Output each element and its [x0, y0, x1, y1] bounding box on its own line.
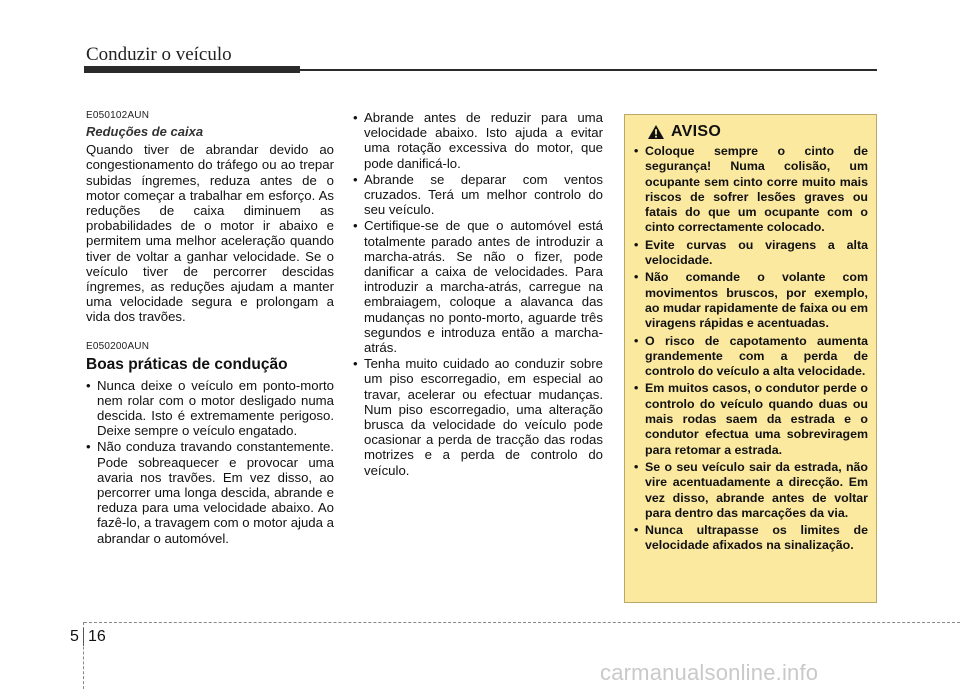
header-rule-thin	[300, 69, 877, 71]
section-code: E050200AUN	[86, 340, 150, 352]
chapter-number: 5	[70, 628, 79, 645]
warning-triangle-icon	[647, 124, 665, 140]
list-item: • Abrande se deparar com ventos cruzados. Terá um melhor controlo do seu veículo.	[353, 172, 603, 218]
page-number: 16	[88, 628, 106, 645]
list-item: • Se o seu veículo sair da estrada, não vire acentuadamente a direcção. Em vez disso, abrande antes de voltar para dentro das marcações da via.	[634, 460, 868, 521]
bullet-list	[86, 378, 334, 546]
list-item: • Não conduza travando constantemente. Pode sobreaquecer e provocar uma avaria nos travões. Em vez disso, ao percorrer uma longa descida, abrande e reduza para uma velocidade abaixo. Ao fazê-lo, a travagem com o motor ajuda a abrandar o automóvel.	[86, 439, 334, 545]
list-item: • Em muitos casos, o condutor perde o controlo do veículo quando duas ou mais rodas saem da estrada e o condutor efectua uma sobreviragem para retomar a estrada.	[634, 381, 868, 457]
left-column	[86, 110, 334, 547]
list-item: • Coloque sempre o cinto de segurança! Numa colisão, um ocupante sem cinto corre muito mais riscos de sofrer lesões graves ou fatais do que um ocupante com o cinto correctamente colocado.	[634, 144, 868, 236]
bullet-list	[353, 110, 603, 478]
warning-header	[647, 123, 868, 141]
list-item: • O risco de capotamento aumenta grandemente com a perda de controlo do veículo a alta velocidade.	[634, 334, 868, 380]
page-number-separator	[83, 628, 84, 646]
list-item: • Abrande antes de reduzir para uma velocidade abaixo. Isto ajuda a evitar uma rotação excessiva do motor, que pode danificá-lo.	[353, 110, 603, 171]
list-item: • Nunca ultrapasse os limites de velocidade afixados na sinalização.	[634, 523, 868, 554]
middle-column	[353, 110, 603, 479]
list-item: • Não comande o volante com movimentos bruscos, por exemplo, ao mudar rapidamente de faixa ou em viragens rápidas e acentuadas.	[634, 270, 868, 331]
list-item: • Nunca deixe o veículo em ponto-morto nem rolar com o motor desligado numa descida. Isto é extremamente perigoso. Deixe sempre o veículo engatado.	[86, 378, 334, 439]
list-item: • Tenha muito cuidado ao conduzir sobre um piso escorregadio, em especial ao travar, acelerar ou efectuar mudanças. Num piso escorregadio, uma alteração brusca da velocidade do veículo pode ocasionar a perda de tracção das rodas motrizes e a perda de controlo do veículo.	[353, 356, 603, 478]
watermark: carmanualsonline.info	[600, 660, 819, 685]
warning-box	[624, 114, 877, 603]
section-paragraph: Quando tiver de abrandar devido ao congestionamento do tráfego ou ao trepar subidas íngremes, reduza antes de o motor começar a trabalhar em esforço. As reduções de caixa diminuem as probabilidades de o motor ir abaixo e permitem uma melhor aceleração quando tiver de voltar a ganhar velocidade. Se o veículo tiver de percorrer descidas íngremes, as reduções ajudam a manter uma velocidade segura e prolongam a vida dos travões.	[86, 142, 334, 325]
list-item: • Evite curvas ou viragens a alta velocidade.	[634, 238, 868, 269]
list-item: • Certifique-se de que o automóvel está totalmente parado antes de introduzir a marcha-atrás. Se não o fizer, pode danificar a caixa de velocidades. Para introduzir a marcha-atrás, carregue na embraiagem, coloque a alavanca das mudanças no ponto-morto, aguarde três segundos e introduza então a marcha-atrás.	[353, 218, 603, 355]
section-subheading: Reduções de caixa	[86, 124, 204, 139]
warning-title: AVISO	[671, 123, 722, 140]
header-rule-thick	[84, 66, 300, 73]
section-code: E050102AUN	[86, 110, 150, 121]
warning-bullet-list	[634, 144, 868, 554]
page-header-title: Conduzir o veículo	[86, 44, 232, 65]
footer-rule	[84, 622, 960, 623]
section-title: Boas práticas de condução	[86, 355, 288, 373]
